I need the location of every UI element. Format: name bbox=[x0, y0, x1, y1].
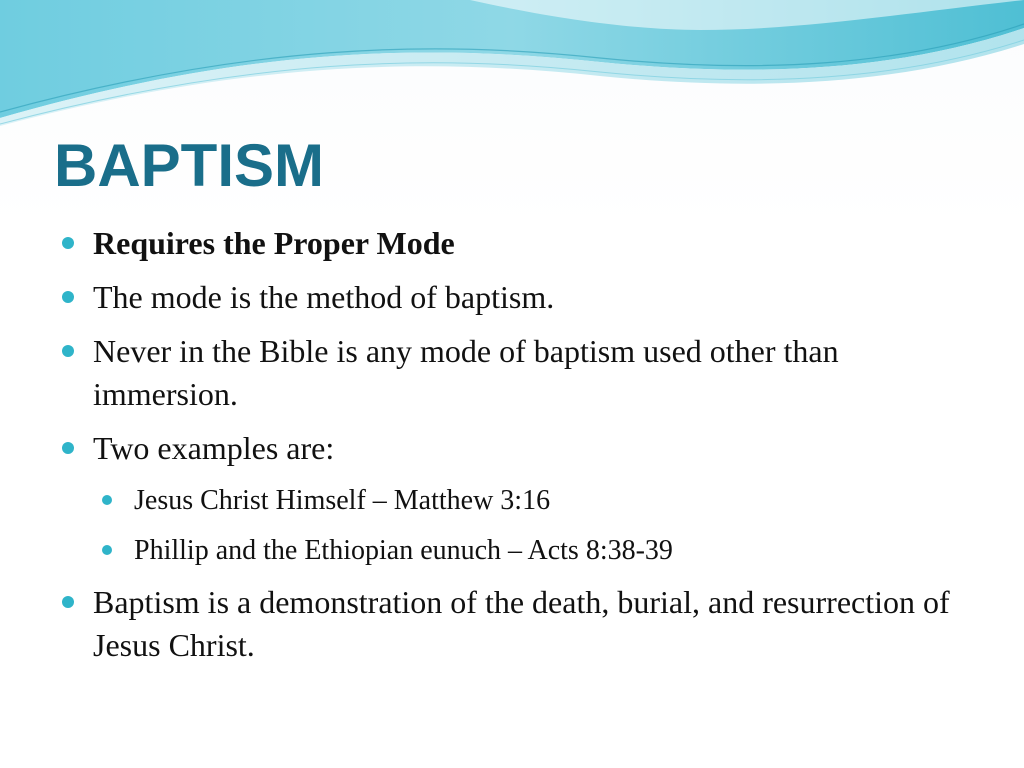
bullet-item bbox=[62, 222, 962, 265]
bullet-dot-icon bbox=[62, 291, 74, 303]
bullet-text: Never in the Bible is any mode of baptism used other than immersion. bbox=[93, 333, 839, 412]
sub-bullet-text: Phillip and the Ethiopian eunuch – Acts 8:38-39 bbox=[134, 535, 673, 566]
bullet-dot-icon bbox=[62, 442, 74, 454]
bullet-text: Two examples are: bbox=[93, 430, 335, 466]
bullet-text: Baptism is a demonstration of the death, burial, and resurrection of Jesus Christ. bbox=[93, 584, 950, 663]
sub-bullet-item bbox=[102, 481, 962, 521]
bullet-list bbox=[62, 222, 962, 678]
sub-bullet-dot-icon bbox=[102, 495, 112, 505]
sub-bullet-dot-icon bbox=[102, 545, 112, 555]
sub-bullet-text: Jesus Christ Himself – Matthew 3:16 bbox=[134, 485, 551, 516]
bullet-text: The mode is the method of baptism. bbox=[93, 279, 555, 315]
bullet-item bbox=[62, 330, 962, 416]
sub-bullet-item bbox=[102, 531, 962, 571]
bullet-item bbox=[62, 427, 962, 470]
bullet-dot-icon bbox=[62, 237, 74, 249]
bullet-text: Requires the Proper Mode bbox=[93, 225, 455, 261]
slide-title: BAPTISM bbox=[54, 132, 324, 199]
bullet-item bbox=[62, 276, 962, 319]
bullet-dot-icon bbox=[62, 345, 74, 357]
bullet-item bbox=[62, 581, 962, 667]
bullet-dot-icon bbox=[62, 596, 74, 608]
wave-decoration bbox=[0, 0, 1024, 130]
